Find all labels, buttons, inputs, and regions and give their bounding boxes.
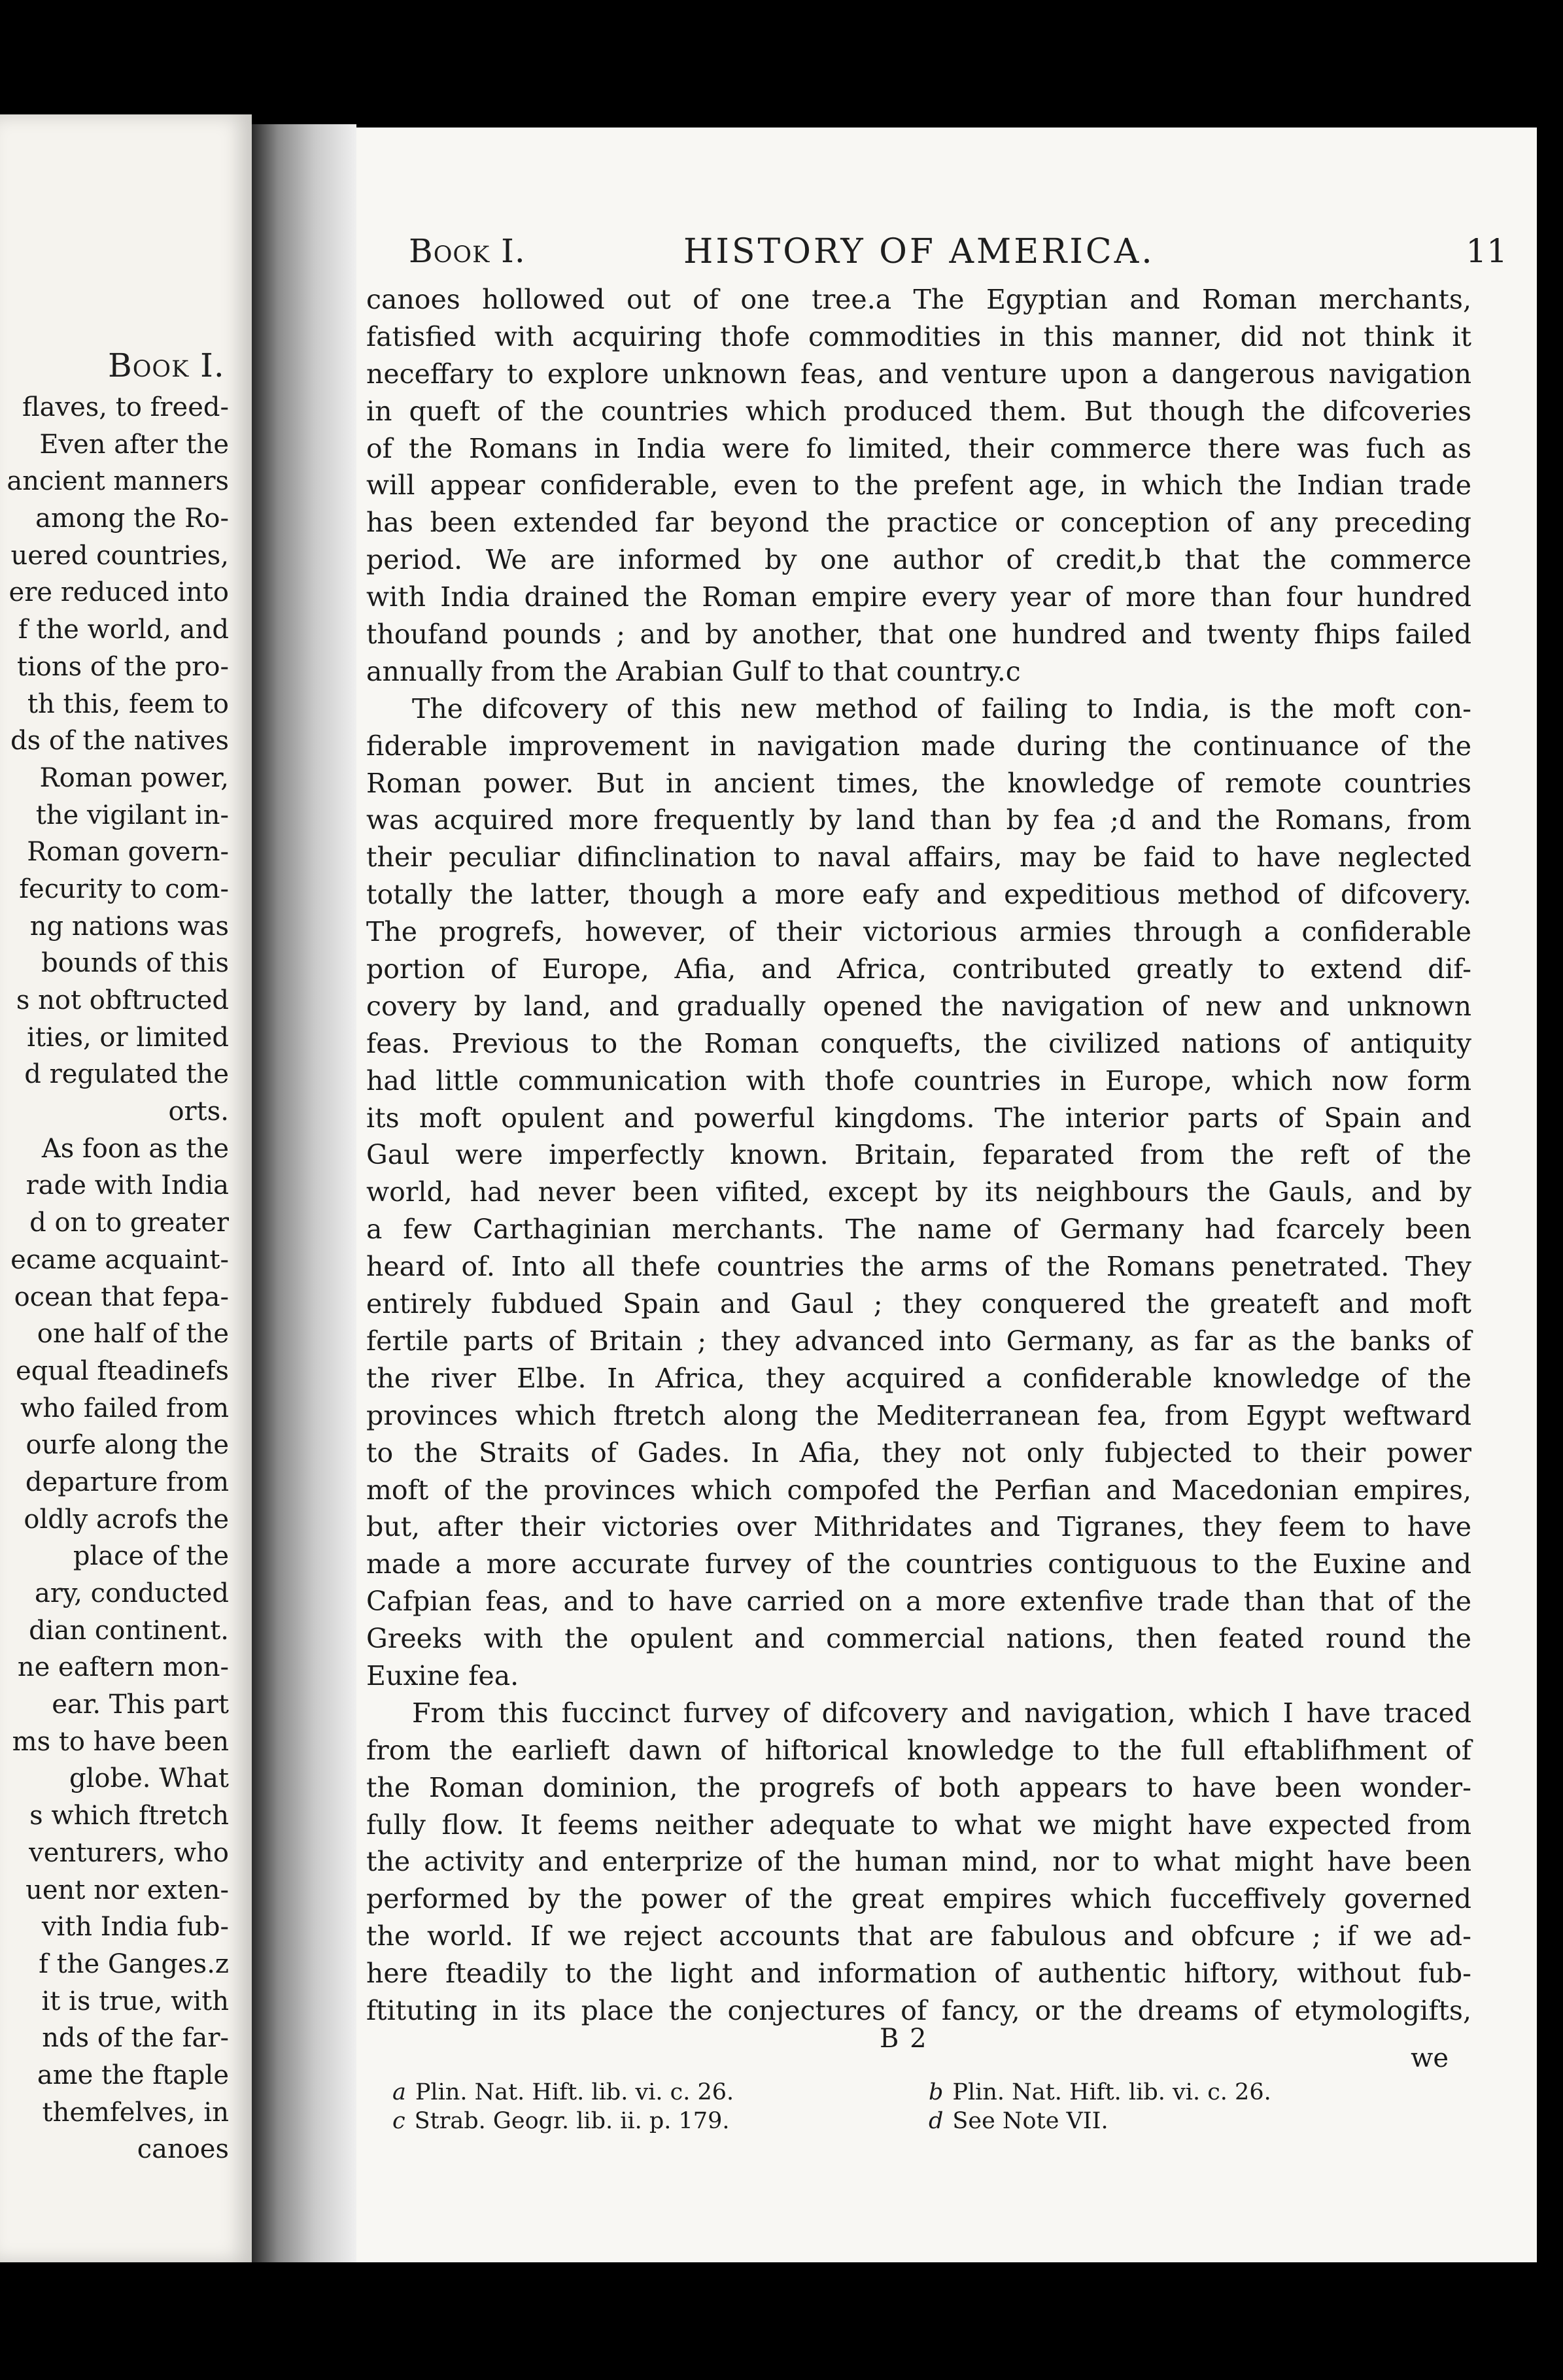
footnote-text: Strab. Geogr. lib. ii. p. 179. <box>414 2108 730 2134</box>
text-line: ities, or limited <box>27 1022 229 1053</box>
text-line: fiderable improvement in navigation made during the continuance of the <box>366 730 1471 762</box>
text-line: with India drained the Roman empire every year of more than four hundred <box>366 581 1471 613</box>
text-line: ourfe along the <box>26 1430 229 1461</box>
text-line: a few Carthaginian merchants. The name of Germany had fcarcely been <box>366 1214 1471 1246</box>
left-page-header: Book I. <box>108 347 225 384</box>
text-line: venturers, who <box>29 1837 229 1868</box>
text-line: covery by land, and gradually opened the navigation of new and unknown <box>366 990 1471 1022</box>
text-line: Euxine fea. <box>366 1659 519 1692</box>
book-gutter <box>252 124 356 2269</box>
text-line: provinces which ftretch along the Mediterranean fea, from Egypt weftward <box>366 1399 1471 1431</box>
text-line: their peculiar difinclination to naval affairs, may be faid to have neglected <box>366 842 1471 874</box>
text-line: had little communication with thofe countries in Europe, which now form <box>366 1064 1471 1096</box>
text-line: ary, conducted <box>34 1578 229 1608</box>
text-line: nds of the far- <box>42 2023 229 2054</box>
text-line: vith India fub- <box>41 1912 229 1943</box>
text-line: rade with India <box>26 1170 229 1201</box>
text-line: equal fteadinefs <box>16 1355 229 1386</box>
text-line: ms to have been <box>12 1726 229 1757</box>
scan-border <box>0 2262 1563 2380</box>
text-line: ame the ftaple <box>37 2060 229 2090</box>
text-line: fertile parts of Britain ; they advanced into Germany, as far as the banks of <box>366 1325 1471 1357</box>
footnote-marker: b <box>929 2079 944 2105</box>
text-line: ere reduced into <box>9 577 229 608</box>
text-line: tions of the pro- <box>16 651 229 682</box>
signature-mark: B 2 <box>880 2024 928 2054</box>
text-line: heard of. Into all thefe countries the arms of the Romans penetrated. They <box>366 1251 1471 1283</box>
text-line: ds of the natives <box>10 726 229 756</box>
running-title: HISTORY OF AMERICA. <box>683 232 1155 271</box>
text-line: Even after the <box>39 429 229 460</box>
text-line: neceffary to explore unknown feas, and venture upon a dangerous navigation <box>366 358 1471 390</box>
text-line: was acquired more frequently by land than by fea ;d and the Romans, from <box>366 804 1471 836</box>
text-line: thoufand pounds ; and by another, that one hundred and twenty fhips failed <box>366 619 1471 651</box>
text-line: place of the <box>73 1541 229 1572</box>
text-line: Gaul were imperfectly known. Britain, feparated from the reft of the <box>366 1139 1471 1171</box>
text-line: world, had never been vifited, except by its neighbours the Gauls, and by <box>366 1176 1471 1208</box>
book-label: Book I. <box>409 232 526 270</box>
text-line: ocean that fepa- <box>14 1282 229 1312</box>
text-line: portion of Europe, Afia, and Africa, contributed greatly to extend dif- <box>366 953 1471 985</box>
text-line: flaves, to freed- <box>22 392 229 422</box>
text-line: the Roman dominion, the progrefs of both appears to have been wonder- <box>366 1771 1471 1803</box>
text-line: one half of the <box>37 1319 229 1350</box>
left-page <box>0 114 252 2262</box>
footnote-marker: c <box>392 2108 405 2134</box>
text-line: f the Ganges.z <box>39 1948 229 1979</box>
text-line: themfelves, in <box>42 2097 229 2128</box>
text-line: in queft of the countries which produced them. But though the difcoveries <box>366 395 1471 427</box>
text-line: Greeks with the opulent and commercial nations, then feated round the <box>366 1623 1471 1655</box>
text-line: here fteadily to the light and information of authentic hiftory, without fub- <box>366 1958 1471 1990</box>
text-line: feas. Previous to the Roman conquefts, the civilized nations of antiquity <box>366 1027 1471 1059</box>
page-number: 11 <box>1466 232 1507 270</box>
text-line: moft of the provinces which compofed the Perfian and Macedonian empires, <box>366 1474 1471 1506</box>
text-line: it is true, with <box>41 1986 229 2016</box>
text-line: s not obftructed <box>16 985 229 1015</box>
text-line: to the Straits of Gades. In Afia, they not only fubjected to their power <box>366 1436 1471 1469</box>
text-line: ne eaftern mon- <box>17 1652 229 1683</box>
text-line: fatisfied with acquiring thofe commodities in this manner, did not think it <box>366 320 1471 352</box>
text-line: annually from the Arabian Gulf to that country.c <box>366 655 1021 687</box>
text-line: period. We are informed by one author of credit,b that the commerce <box>366 544 1471 576</box>
text-line: bounds of this <box>41 948 229 979</box>
text-line: has been extended far beyond the practice or conception of any preceding <box>366 507 1471 539</box>
text-line: canoes hollowed out of one tree.a The Egyptian and Roman merchants, <box>366 284 1471 315</box>
footnote-text: See Note VII. <box>952 2108 1108 2134</box>
text-line: canoes <box>137 2134 229 2165</box>
text-line: will appear confiderable, even to the prefent age, in which the Indian trade <box>366 469 1471 502</box>
text-line: the vigilant in- <box>35 800 229 830</box>
text-line: Roman power, <box>39 762 229 793</box>
catchword: we <box>1411 2043 1449 2073</box>
text-line: the activity and enterprize of the human mind, nor to what might have been <box>366 1846 1471 1878</box>
footnote-a <box>392 2079 734 2105</box>
text-line: oldly acrofs the <box>24 1504 229 1535</box>
footnote-text: Plin. Nat. Hift. lib. vi. c. 26. <box>952 2079 1271 2105</box>
text-line: the world. If we reject accounts that are fabulous and obfcure ; if we ad- <box>366 1920 1471 1952</box>
text-line: ear. This part <box>52 1690 229 1720</box>
text-line: f the world, and <box>18 615 229 645</box>
text-line: departure from <box>25 1467 229 1497</box>
text-line: From this fuccinct furvey of difcovery and navigation, which I have traced <box>412 1697 1471 1729</box>
text-line: ancient manners <box>7 466 229 497</box>
text-line: of the Romans in India were fo limited, their commerce there was fuch as <box>366 432 1471 464</box>
text-line: The difcovery of this new method of failing to India, is the moft con- <box>412 692 1471 724</box>
footnote-marker: d <box>929 2108 944 2134</box>
footnote-d <box>929 2108 1108 2134</box>
text-line: d on to greater <box>29 1208 229 1238</box>
text-line: ftituting in its place the conjectures of fancy, or the dreams of etymologifts, <box>366 1994 1471 2026</box>
text-line: orts. <box>168 1096 229 1127</box>
footnote-text: Plin. Nat. Hift. lib. vi. c. 26. <box>415 2079 734 2105</box>
footnote-c <box>392 2108 729 2134</box>
text-line: but, after their victories over Mithridates and Tigranes, they feem to have <box>366 1511 1471 1543</box>
text-line: who failed from <box>20 1393 229 1423</box>
text-line: dian continent. <box>29 1615 229 1646</box>
footnote-b <box>929 2079 1271 2105</box>
text-line: fully flow. It feems neither adequate to what we might have expected from <box>366 1809 1471 1841</box>
text-line: totally the latter, though a more eafy and expeditious method of difcovery. <box>366 879 1471 911</box>
footnote-marker: a <box>392 2079 406 2105</box>
text-line: Cafpian feas, and to have carried on a more extenfive trade than that of the <box>366 1586 1471 1618</box>
text-line: from the earlieft dawn of hiftorical knowledge to the full eftablifhment of <box>366 1734 1471 1766</box>
text-line: d regulated the <box>24 1059 229 1090</box>
text-line: Roman govern- <box>27 837 229 868</box>
text-line: among the Ro- <box>35 503 229 534</box>
text-line: uered countries, <box>10 540 229 571</box>
text-line: made a more accurate furvey of the countries contiguous to the Euxine and <box>366 1548 1471 1580</box>
text-line: ng nations was <box>29 911 229 942</box>
text-line: fecurity to com- <box>19 874 229 904</box>
text-line: ecame acquaint- <box>10 1244 229 1275</box>
text-line: entirely fubdued Spain and Gaul ; they conquered the greateft and moft <box>366 1288 1471 1320</box>
text-line: performed by the power of the great empires which fucceffively governed <box>366 1883 1471 1915</box>
body-text <box>366 281 1471 2030</box>
text-line: The progrefs, however, of their victorious armies through a confiderable <box>366 916 1471 948</box>
left-page-text <box>3 389 252 2168</box>
text-line: globe. What <box>69 1763 229 1794</box>
text-line: th this, feem to <box>27 688 229 719</box>
text-line: uent nor exten- <box>26 1875 229 1905</box>
running-header <box>409 232 1507 271</box>
text-line: its moft opulent and powerful kingdoms. The interior parts of Spain and <box>366 1102 1471 1134</box>
text-line: s which ftretch <box>29 1801 229 1831</box>
text-line: As foon as the <box>41 1133 229 1164</box>
text-line: Roman power. But in ancient times, the knowledge of remote countries <box>366 767 1471 799</box>
text-line: the river Elbe. In Africa, they acquired a confiderable knowledge of the <box>366 1362 1471 1394</box>
